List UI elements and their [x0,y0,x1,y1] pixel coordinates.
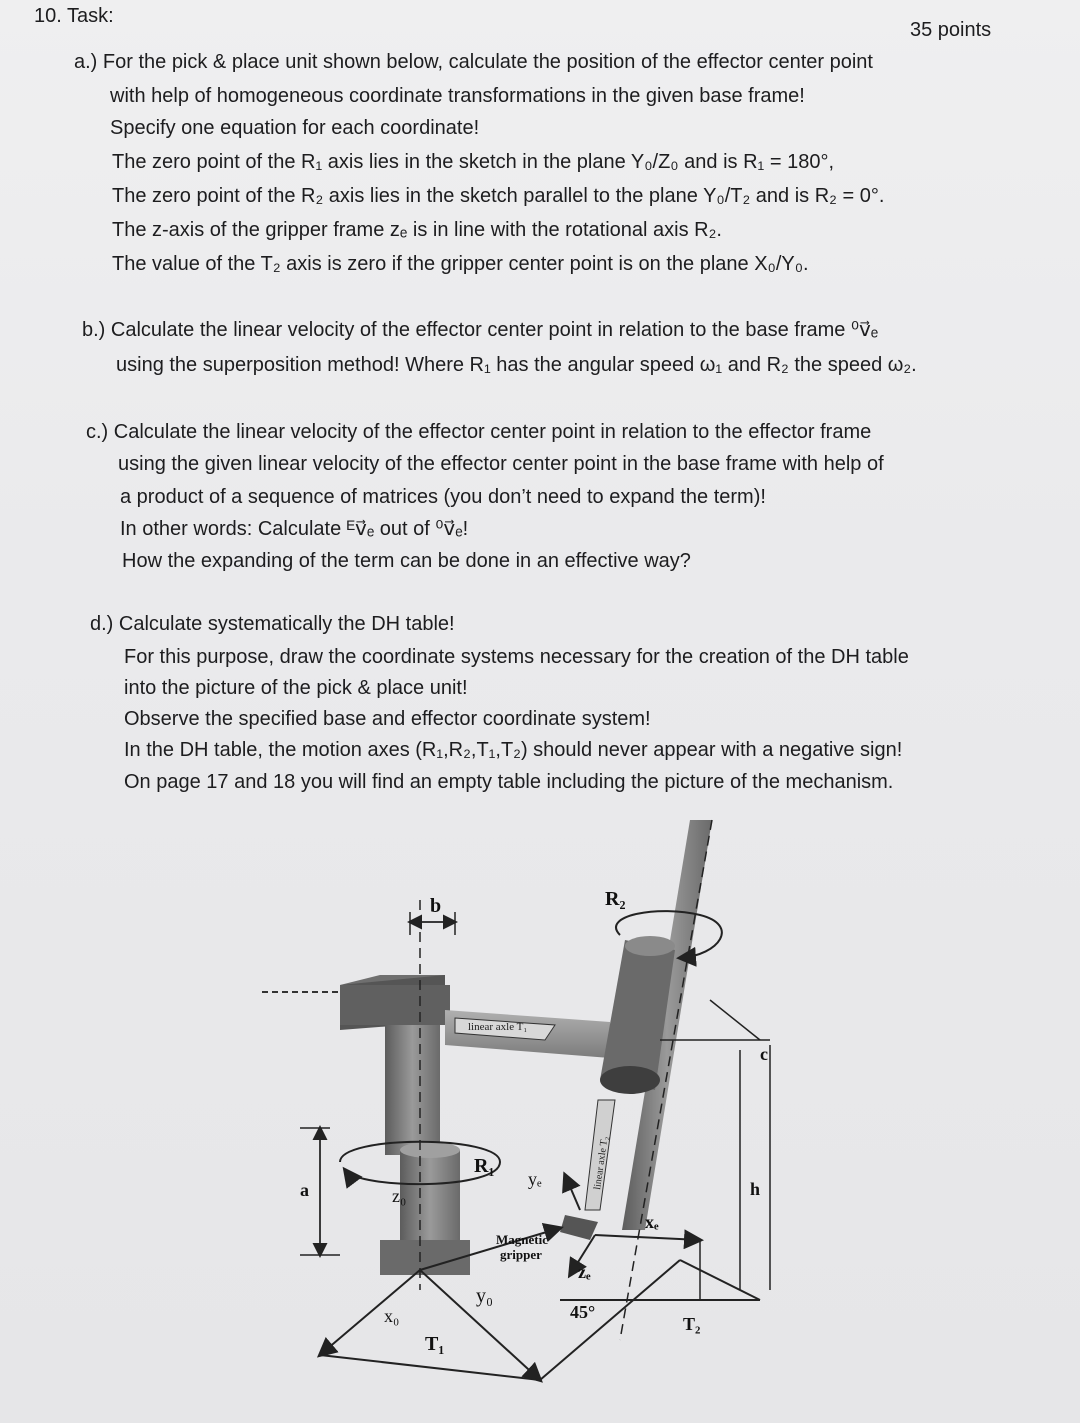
label-r2: R₂ [605,888,626,910]
part-c-line-5: How the expanding of the term can be done in an effective way? [122,550,691,572]
gripper-block [560,1215,598,1240]
part-c-line-3: a product of a sequence of matrices (you don’t need to expand the term)! [120,486,766,508]
part-d-line-6: On page 17 and 18 you will find an empty table including the picture of the mechanism. [124,771,894,793]
part-c-line-4: In other words: Calculate ᴱv⃗ₑ out of ⁰v⃗ₑ! [120,518,469,540]
part-a-line-6: The z-axis of the gripper frame zₑ is in line with the rotational axis R₂. [112,219,722,241]
label-ze: zₑ [578,1262,591,1282]
label-c: c [760,1044,768,1064]
part-d-line-2: For this purpose, draw the coordinate systems necessary for the creation of the DH table [124,646,909,668]
part-c-line-2: using the given linear velocity of the effector center point in the base frame with help of [118,453,884,475]
label-z0: z₀ [392,1186,407,1206]
part-b-line-2: using the superposition method! Where R₁ has the angular speed ω₁ and R₂ the speed ω₂. [116,354,917,376]
part-d-line-1: d.) Calculate systematically the DH table! [90,613,455,635]
label-y0: y₀ [476,1285,493,1307]
part-a-line-1: a.) For the pick & place unit shown below, calculate the position of the effector center point [74,51,873,73]
part-a-line-5: The zero point of the R₂ axis lies in the sketch parallel to the plane Y₀/T₂ and is R₂ = 0°. [112,185,885,207]
label-b: b [430,895,442,917]
t-block [340,975,450,1155]
linear-axle-t2 [585,1100,615,1210]
label-h: h [750,1179,761,1199]
label-45-deg: 45° [570,1302,596,1322]
part-a-line-2: with help of homogeneous coordinate transformations in the given base frame! [110,85,805,107]
label-xe: xₑ [645,1212,659,1232]
arm-t1 [445,1010,610,1058]
part-a-line-7: The value of the T₂ axis is zero if the gripper center point is on the plane X₀/Y₀. [112,253,809,275]
part-d-line-5: In the DH table, the motion axes (R₁,R₂,T₁,T₂) should never appear with a negative sign! [124,739,903,761]
part-c-line-1: c.) Calculate the linear velocity of the effector center point in relation to the effector frame [86,421,872,443]
label-gripper-2: gripper [500,1247,542,1262]
task-number: 10. Task: [34,5,114,27]
linear-axle-t2-label: linear axle T₂ [592,1135,611,1191]
base-frame-axes [320,1175,760,1380]
label-x0: x₀ [384,1306,400,1326]
label-r1: R₁ [474,1155,495,1177]
label-a: a [300,1180,309,1200]
part-b-line-1: b.) Calculate the linear velocity of the effector center point in relation to the base frame ⁰v⃗ₑ [82,319,879,341]
label-t1: T₁ [425,1333,445,1355]
points-label: 35 points [910,19,992,41]
label-ye: yₑ [528,1169,542,1189]
part-d-line-3: into the picture of the pick & place unit! [124,677,468,699]
linear-axle-t1-label: linear axle T₁ [468,1021,528,1033]
label-t2: T₂ [683,1314,701,1334]
part-a-line-3: Specify one equation for each coordinate! [110,117,480,139]
part-a-line-4: The zero point of the R₁ axis lies in the sketch in the plane Y₀/Z₀ and is R₁ = 180°, [112,151,835,173]
label-gripper-1: Magnetic [496,1232,548,1247]
part-d-line-4: Observe the specified base and effector coordinate system! [124,708,651,730]
